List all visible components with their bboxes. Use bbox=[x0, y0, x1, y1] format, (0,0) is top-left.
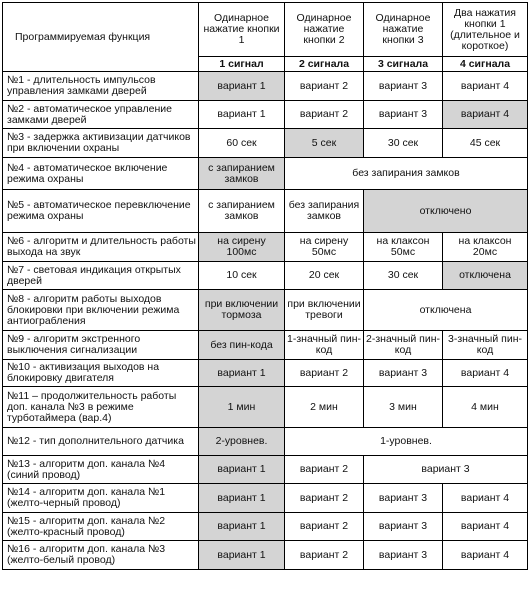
option-cell: вариант 1 bbox=[199, 513, 285, 541]
option-cell: с запиранием замков bbox=[199, 190, 285, 233]
option-cell: 30 сек bbox=[364, 262, 443, 290]
option-cell: без запирания замков bbox=[285, 158, 528, 190]
option-cell: 4 мин bbox=[443, 387, 528, 428]
option-cell: вариант 3 bbox=[364, 541, 443, 570]
option-cell: 10 сек bbox=[199, 262, 285, 290]
option-cell: вариант 1 bbox=[199, 456, 285, 484]
option-cell: отключена bbox=[364, 290, 528, 331]
function-label: №14 - алгоритм доп. канала №1 (желто-черный провод) bbox=[3, 484, 199, 513]
table-row bbox=[3, 72, 528, 101]
option-cell: вариант 2 bbox=[285, 484, 364, 513]
option-cell: на клаксон 20мс bbox=[443, 233, 528, 262]
option-cell: на сирену 100мс bbox=[199, 233, 285, 262]
option-cell: 20 сек bbox=[285, 262, 364, 290]
function-label: №15 - алгоритм доп. канала №2 (желто-красный провод) bbox=[3, 513, 199, 541]
option-cell: вариант 3 bbox=[364, 360, 443, 387]
option-cell: вариант 1 bbox=[199, 72, 285, 101]
function-column-header: Программируемая функция bbox=[3, 3, 199, 72]
option-cell: 2-уровнев. bbox=[199, 428, 285, 456]
table-row bbox=[3, 387, 528, 428]
function-label: №6 - алгоритм и длительность работы выхода на звук bbox=[3, 233, 199, 262]
column-header-button-1: Одинарное нажатие кнопки 1 bbox=[199, 3, 285, 57]
option-cell: 30 сек bbox=[364, 129, 443, 158]
column-header-button-2: Одинарное нажатие кнопки 2 bbox=[285, 3, 364, 57]
option-cell: вариант 4 bbox=[443, 360, 528, 387]
table-row bbox=[3, 290, 528, 331]
option-cell: вариант 4 bbox=[443, 541, 528, 570]
table-row bbox=[3, 262, 528, 290]
option-cell: без запирания замков bbox=[285, 190, 364, 233]
column-header-button-3: Одинарное нажатие кнопки 3 bbox=[364, 3, 443, 57]
option-cell: 3 мин bbox=[364, 387, 443, 428]
option-cell: вариант 1 bbox=[199, 541, 285, 570]
function-table bbox=[2, 2, 528, 570]
table-row bbox=[3, 513, 528, 541]
table-row bbox=[3, 190, 528, 233]
option-cell: вариант 1 bbox=[199, 360, 285, 387]
function-label: №3 - задержка активизации датчиков при включении охраны bbox=[3, 129, 199, 158]
option-cell: при включении тревоги bbox=[285, 290, 364, 331]
option-cell: 5 сек bbox=[285, 129, 364, 158]
function-label: №8 - алгоритм работы выходов блокировки при включении режима антиограбления bbox=[3, 290, 199, 331]
signal-1-label: 1 сигнал bbox=[199, 57, 285, 72]
option-cell: вариант 2 bbox=[285, 101, 364, 129]
option-cell: на клаксон 50мс bbox=[364, 233, 443, 262]
option-cell: 2-значный пин-код bbox=[364, 331, 443, 360]
header-row bbox=[3, 3, 528, 57]
option-cell: с запиранием замков bbox=[199, 158, 285, 190]
option-cell: 2 мин bbox=[285, 387, 364, 428]
function-label: №11 – продолжительность работы доп. канала №3 в режиме турботаймера (вар.4) bbox=[3, 387, 199, 428]
option-cell: вариант 3 bbox=[364, 513, 443, 541]
option-cell: вариант 3 bbox=[364, 456, 528, 484]
table-row bbox=[3, 101, 528, 129]
option-cell: вариант 1 bbox=[199, 484, 285, 513]
option-cell: вариант 2 bbox=[285, 456, 364, 484]
function-label: №16 - алгоритм доп. канала №3 (желто-белый провод) bbox=[3, 541, 199, 570]
table-body bbox=[3, 72, 528, 570]
function-label: №7 - световая индикация открытых дверей bbox=[3, 262, 199, 290]
table-row bbox=[3, 541, 528, 570]
option-cell: 1 мин bbox=[199, 387, 285, 428]
option-cell: вариант 3 bbox=[364, 484, 443, 513]
table-row bbox=[3, 233, 528, 262]
function-label: №10 - активизация выходов на блокировку двигателя bbox=[3, 360, 199, 387]
function-label: №4 - автоматическое включение режима охраны bbox=[3, 158, 199, 190]
function-label: №1 - длительность импульсов управления замками дверей bbox=[3, 72, 199, 101]
option-cell: 1-значный пин-код bbox=[285, 331, 364, 360]
option-cell: отключено bbox=[364, 190, 528, 233]
option-cell: вариант 2 bbox=[285, 360, 364, 387]
function-label: №5 - автоматическое перевключение режима охраны bbox=[3, 190, 199, 233]
table-row bbox=[3, 129, 528, 158]
option-cell: при включении тормоза bbox=[199, 290, 285, 331]
table-row bbox=[3, 360, 528, 387]
signal-2-label: 2 сигнала bbox=[285, 57, 364, 72]
function-label: №9 - алгоритм экстренного выключения сигнализации bbox=[3, 331, 199, 360]
option-cell: вариант 4 bbox=[443, 72, 528, 101]
table-row bbox=[3, 456, 528, 484]
option-cell: вариант 1 bbox=[199, 101, 285, 129]
option-cell: 1-уровнев. bbox=[285, 428, 528, 456]
option-cell: 60 сек bbox=[199, 129, 285, 158]
signal-3-label: 3 сигнала bbox=[364, 57, 443, 72]
option-cell: на сирену 50мс bbox=[285, 233, 364, 262]
option-cell: вариант 2 bbox=[285, 513, 364, 541]
option-cell: вариант 4 bbox=[443, 513, 528, 541]
table-row bbox=[3, 428, 528, 456]
function-label: №13 - алгоритм доп. канала №4 (синий провод) bbox=[3, 456, 199, 484]
function-label: №2 - автоматическое управление замками дверей bbox=[3, 101, 199, 129]
option-cell: вариант 3 bbox=[364, 72, 443, 101]
option-cell: отключена bbox=[443, 262, 528, 290]
option-cell: 45 сек bbox=[443, 129, 528, 158]
option-cell: вариант 3 bbox=[364, 101, 443, 129]
signal-4-label: 4 сигнала bbox=[443, 57, 528, 72]
table-row bbox=[3, 158, 528, 190]
table-row bbox=[3, 484, 528, 513]
option-cell: 3-значный пин-код bbox=[443, 331, 528, 360]
function-label: №12 - тип дополнительного датчика bbox=[3, 428, 199, 456]
column-header-double-press: Два нажатия кнопки 1 (длительное и короткое) bbox=[443, 3, 528, 57]
option-cell: вариант 4 bbox=[443, 101, 528, 129]
option-cell: без пин-кода bbox=[199, 331, 285, 360]
table-row bbox=[3, 331, 528, 360]
option-cell: вариант 2 bbox=[285, 72, 364, 101]
option-cell: вариант 4 bbox=[443, 484, 528, 513]
option-cell: вариант 2 bbox=[285, 541, 364, 570]
